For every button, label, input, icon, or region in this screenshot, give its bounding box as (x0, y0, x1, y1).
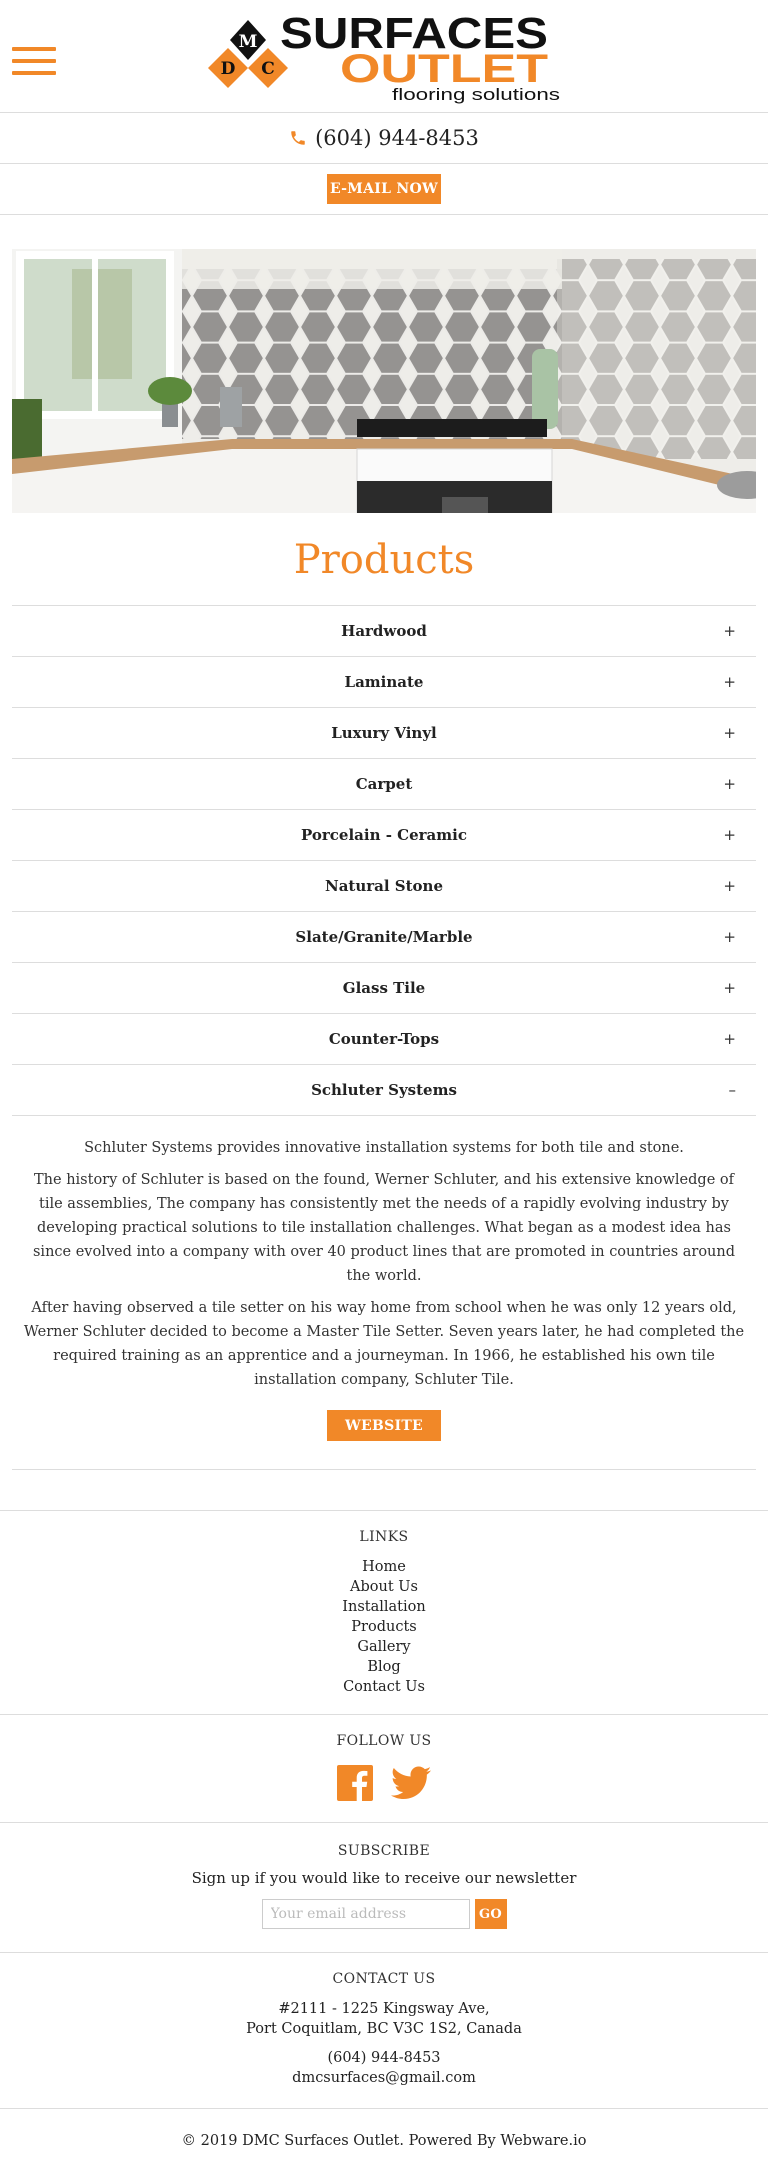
expand-plus-icon[interactable]: + (723, 826, 736, 844)
products-heading: Products (293, 537, 475, 583)
accordion-label: Slate/Granite/Marble (295, 928, 473, 946)
accordion-label: Natural Stone (324, 877, 444, 895)
accordion-item-glass-tile[interactable] (12, 963, 756, 1014)
footer-contact (0, 1953, 768, 2109)
email-bar (0, 164, 768, 215)
website-button[interactable]: WEBSITE (327, 1410, 441, 1441)
hamburger-menu-icon[interactable] (12, 47, 56, 75)
accordion-label: Hardwood (341, 622, 427, 640)
kitchen-hero-image (12, 249, 756, 513)
accordion-item-slate-granite-marble[interactable] (12, 912, 756, 963)
contact-heading: CONTACT US (332, 1971, 436, 1987)
footer-link-blog[interactable]: Blog (367, 1659, 401, 1675)
address-line-1: #2111 - 1225 Kingsway Ave, (278, 2001, 490, 2017)
subscribe-form (0, 1899, 768, 1929)
accordion-label: Counter-Tops (328, 1030, 440, 1048)
accordion-label: Luxury Vinyl (331, 724, 437, 742)
subscribe-text: Sign up if you would like to receive our newsletter (191, 1869, 577, 1887)
logo-letter-c: C (261, 59, 275, 79)
accordion-label: Schluter Systems (311, 1081, 457, 1099)
expand-plus-icon[interactable]: + (723, 673, 736, 691)
follow-heading: FOLLOW US (336, 1733, 432, 1749)
footer-follow (0, 1715, 768, 1823)
products-accordion (12, 605, 756, 1470)
footer-link-contact-us[interactable]: Contact Us (343, 1679, 425, 1695)
phone-bar[interactable] (0, 113, 768, 164)
subscribe-go-button[interactable]: GO (475, 1899, 507, 1929)
accordion-item-porcelain-ceramic[interactable] (12, 810, 756, 861)
accordion-label: Glass Tile (342, 979, 426, 997)
links-heading: LINKS (359, 1529, 409, 1545)
expand-plus-icon[interactable]: + (723, 622, 736, 640)
logo-tagline: flooring solutions (392, 85, 560, 104)
footer-email[interactable]: dmcsurfaces@gmail.com (292, 2070, 476, 2086)
expand-plus-icon[interactable]: + (723, 1030, 736, 1048)
expand-plus-icon[interactable]: + (723, 877, 736, 895)
footer-phone[interactable]: (604) 944-8453 (327, 2050, 441, 2066)
accordion-item-hardwood[interactable] (12, 606, 756, 657)
expand-plus-icon[interactable]: + (723, 775, 736, 793)
logo-outlet-text: OUTLET (340, 47, 548, 91)
accordion-item-natural-stone[interactable] (12, 861, 756, 912)
footer-link-products[interactable]: Products (351, 1619, 417, 1635)
footer-link-home[interactable]: Home (362, 1559, 406, 1575)
newsletter-email-input[interactable] (262, 1899, 470, 1929)
copyright: © 2019 DMC Surfaces Outlet. Powered By Webware.io (181, 2132, 587, 2149)
panel-paragraph: After having observed a tile setter on his way home from school when he was only 12 years old, Werner Schluter decided to become a Master Tile Setter. Seven years later, he had completed the required training as an apprentice and a journeyman. In 1966, he established his own tile installation company, Schluter Tile. (23, 1300, 745, 1388)
logo-surfaces-text: SURFACES (280, 10, 548, 58)
expand-plus-icon[interactable]: + (723, 979, 736, 997)
footer-subscribe (0, 1823, 768, 1953)
footer-link-gallery[interactable]: Gallery (357, 1639, 411, 1655)
logo-letter-d: D (220, 59, 236, 79)
collapse-minus-icon[interactable]: – (728, 1081, 736, 1099)
footer-link-about-us[interactable]: About Us (350, 1579, 418, 1595)
accordion-item-counter-tops[interactable] (12, 1014, 756, 1065)
site-footer (0, 1510, 768, 2172)
panel-paragraph: Schluter Systems provides innovative installation systems for both tile and stone. (84, 1140, 684, 1156)
footer-link-installation[interactable]: Installation (342, 1599, 426, 1615)
site-header (0, 0, 768, 113)
accordion-item-luxury-vinyl[interactable] (12, 708, 756, 759)
panel-paragraph: The history of Schluter is based on the found, Werner Schluter, and his extensive knowledge of tile assemblies, The company has consistently met the needs of a rapidly evolving industry by developing practical solutions to tile installation challenges. What began as a modest idea has since evolved into a company with over 40 product lines that are promoted in countries around the world. (32, 1172, 736, 1284)
facebook-icon[interactable] (337, 1765, 373, 1801)
accordion-item-carpet[interactable] (12, 759, 756, 810)
subscribe-heading: SUBSCRIBE (337, 1843, 431, 1859)
logo-letter-m: M (238, 32, 258, 52)
twitter-icon[interactable] (391, 1765, 431, 1801)
header-phone-number[interactable]: (604) 944-8453 (315, 126, 479, 150)
accordion-item-schluter-systems[interactable] (12, 1065, 756, 1116)
accordion-label: Carpet (355, 775, 413, 793)
expand-plus-icon[interactable]: + (723, 928, 736, 946)
email-now-button[interactable]: E-MAIL NOW (327, 174, 441, 204)
accordion-label: Laminate (344, 673, 424, 691)
footer-links (0, 1511, 768, 1715)
accordion-item-laminate[interactable] (12, 657, 756, 708)
address-line-2: Port Coquitlam, BC V3C 1S2, Canada (246, 2021, 522, 2037)
accordion-label: Porcelain - Ceramic (301, 826, 467, 844)
company-logo[interactable] (200, 10, 572, 108)
phone-icon (289, 129, 307, 147)
schluter-systems-panel (12, 1116, 756, 1470)
expand-plus-icon[interactable]: + (723, 724, 736, 742)
